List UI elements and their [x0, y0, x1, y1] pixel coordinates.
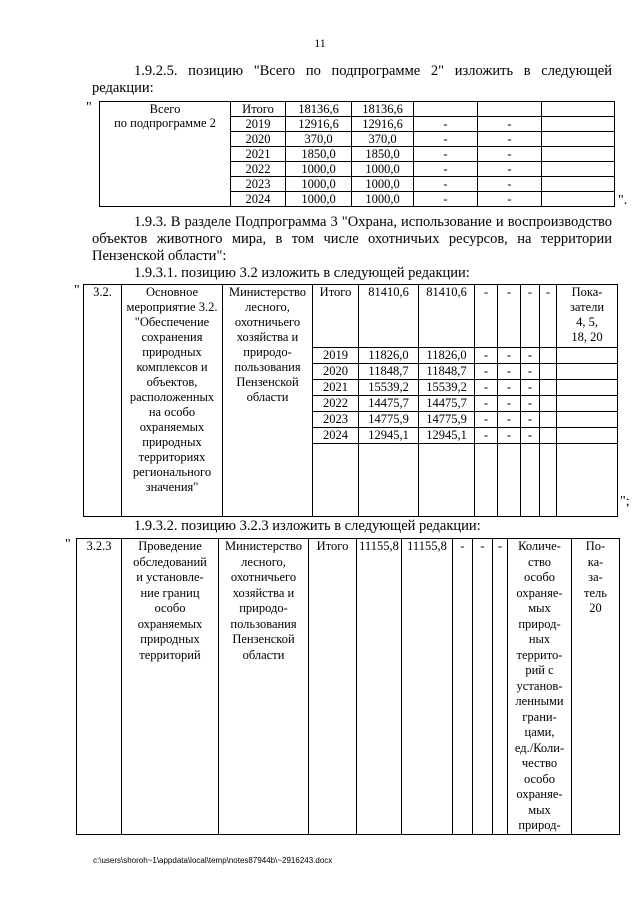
amount-cell: 1000,0: [352, 162, 414, 177]
name-line: расположенных: [129, 390, 215, 404]
section-193-line3: Пензенской области":: [92, 248, 227, 264]
name-line: обследований: [133, 554, 207, 569]
dash-cell: [478, 102, 542, 117]
empty-cell: [542, 162, 615, 177]
dash-cell: -: [498, 348, 521, 364]
executor-cell: [219, 539, 309, 835]
dash-cell: -: [473, 539, 493, 835]
year-cell: Итого: [313, 285, 359, 348]
executor-line: области: [242, 647, 285, 662]
dash-cell: -: [478, 132, 542, 147]
executor-line: охотничьего: [230, 570, 297, 584]
measure-line: охраняе-: [516, 787, 563, 801]
name-line: территориях: [138, 450, 206, 464]
year-cell: 2024: [313, 428, 359, 444]
empty-cell: [313, 444, 359, 517]
amount-cell: 11826,0: [359, 348, 419, 364]
executor-line: области: [246, 390, 289, 404]
indicator-line: Пока-: [571, 285, 603, 299]
executor-line: природо-: [239, 601, 288, 615]
amount-cell: 15539,2: [419, 380, 475, 396]
indicator-line: 18, 20: [571, 330, 603, 344]
dash-cell: -: [478, 162, 542, 177]
item-1925-line1: 1.9.2.5. позицию "Всего по подпрограмме 2" изложить в следующей: [134, 63, 612, 79]
executor-line: лесного,: [241, 554, 286, 569]
year-cell: 2022: [313, 396, 359, 412]
indicator-line: ка-: [587, 554, 604, 569]
amount-cell: 370,0: [286, 132, 352, 147]
position-number-cell: 3.2.: [84, 285, 122, 517]
item-1925-close-quote: ".: [618, 193, 628, 208]
amount-cell: 12945,1: [359, 428, 419, 444]
executor-line: хозяйства и: [236, 330, 299, 344]
dash-cell: -: [475, 380, 498, 396]
year-cell: 2020: [231, 132, 286, 147]
dash-cell: -: [414, 117, 478, 132]
empty-cell: [557, 444, 618, 517]
measure-line: террито-: [516, 647, 563, 662]
name-line: особо: [154, 601, 186, 615]
table-subprogram-2-total: [99, 101, 615, 207]
item-19331-heading: 1.9.3.1. позицию 3.2 изложить в следующей редакции:: [134, 265, 470, 281]
measure-line: ед./Коли-: [514, 740, 565, 755]
section-193-line2: объектов животного мира, в том числе охотничьих ресурсов, на территории: [92, 231, 612, 247]
amount-cell: 11155,8: [402, 539, 453, 835]
amount-cell: 1000,0: [286, 177, 352, 192]
item-19332-open-quote: ": [65, 537, 71, 552]
empty-cell: [540, 428, 557, 444]
name-line: ние границ: [140, 585, 200, 600]
empty-cell: [557, 412, 618, 428]
measure-line: мых: [528, 802, 551, 817]
item-19331-close-quote: ";: [620, 494, 630, 509]
dash-cell: -: [453, 539, 473, 835]
name-line: на особо: [148, 405, 196, 419]
empty-cell: [557, 364, 618, 380]
dash-cell: -: [521, 380, 540, 396]
dash-cell: -: [498, 396, 521, 412]
dash-cell: -: [478, 147, 542, 162]
empty-cell: [542, 132, 615, 147]
empty-cell: [557, 380, 618, 396]
empty-cell: [540, 396, 557, 412]
dash-cell: -: [475, 396, 498, 412]
measure-line: установ-: [516, 678, 563, 693]
measure-line: ство: [527, 554, 552, 569]
indicator-line: за-: [588, 570, 603, 584]
dash-cell: -: [475, 285, 498, 348]
empty-cell: [540, 364, 557, 380]
measure-line: грани-: [522, 709, 557, 724]
amount-cell: 370,0: [352, 132, 414, 147]
dash-cell: -: [475, 364, 498, 380]
name-line: природных: [142, 345, 202, 359]
dash-cell: -: [521, 412, 540, 428]
dash-cell: -: [414, 177, 478, 192]
measure-name-cell: [122, 539, 219, 835]
empty-cell: [540, 412, 557, 428]
table-position-3-2-3: [76, 538, 620, 835]
label-line-2: по подпрограмме 2: [114, 116, 216, 130]
empty-cell: [542, 117, 615, 132]
amount-cell: 81410,6: [359, 285, 419, 348]
indicators-cell: [557, 285, 618, 348]
executor-line: охотничьего: [234, 315, 301, 329]
amount-cell: 11826,0: [419, 348, 475, 364]
label-line-1: Всего: [149, 102, 181, 116]
measure-line: Количе-: [518, 539, 561, 553]
amount-cell: 14775,9: [359, 412, 419, 428]
amount-cell: 11155,8: [357, 539, 402, 835]
amount-cell: 14775,9: [419, 412, 475, 428]
amount-cell: 1000,0: [286, 162, 352, 177]
indicator-cell: [572, 539, 620, 835]
amount-cell: 11848,7: [359, 364, 419, 380]
dash-cell: -: [521, 348, 540, 364]
name-line: Основное: [145, 285, 199, 299]
table-position-3-2: [83, 284, 618, 517]
dash-cell: -: [521, 396, 540, 412]
executor-line: природо-: [243, 345, 292, 359]
empty-cell: [542, 102, 615, 117]
empty-cell: [542, 192, 615, 207]
amount-cell: 1000,0: [352, 177, 414, 192]
dash-cell: -: [498, 428, 521, 444]
empty-cell: [475, 444, 498, 517]
position-number-cell: 3.2.3: [77, 539, 122, 835]
dash-cell: -: [521, 428, 540, 444]
executor-line: Пензенской: [236, 375, 299, 389]
year-cell: 2023: [313, 412, 359, 428]
empty-cell: [540, 348, 557, 364]
year-cell: 2021: [231, 147, 286, 162]
amount-cell: 1000,0: [352, 192, 414, 207]
measure-line: рий с: [525, 663, 554, 677]
measure-line: чество: [521, 756, 558, 770]
dash-cell: -: [493, 539, 508, 835]
dash-cell: -: [498, 412, 521, 428]
empty-cell: [419, 444, 475, 517]
name-line: и установле-: [136, 570, 204, 584]
dash-cell: -: [475, 428, 498, 444]
year-cell: 2021: [313, 380, 359, 396]
section-193-line1: 1.9.3. В разделе Подпрограмма 3 "Охрана, использование и воспроизводство: [134, 214, 612, 230]
dash-cell: -: [414, 192, 478, 207]
item-19332-heading: 1.9.3.2. позицию 3.2.3 изложить в следующей редакции:: [134, 518, 481, 534]
dash-cell: [414, 102, 478, 117]
executor-line: Министерство: [224, 539, 303, 553]
name-line: объектов,: [146, 375, 198, 389]
dash-cell: -: [498, 380, 521, 396]
amount-cell: 12916,6: [352, 117, 414, 132]
subprogram-label-cell: [100, 102, 231, 207]
dash-cell: -: [478, 177, 542, 192]
executor-line: Пензенской: [232, 632, 295, 646]
amount-cell: 1850,0: [286, 147, 352, 162]
name-line: территорий: [139, 647, 201, 662]
amount-cell: 1000,0: [286, 192, 352, 207]
name-line: "Обеспечение: [134, 315, 210, 329]
executor-line: пользования: [230, 616, 297, 631]
dash-cell: -: [498, 364, 521, 380]
year-cell: 2023: [231, 177, 286, 192]
amount-cell: 12916,6: [286, 117, 352, 132]
measure-line: особо: [524, 771, 555, 786]
table-row: [84, 285, 618, 348]
amount-cell: 18136,6: [352, 102, 414, 117]
measure-line: ных: [528, 632, 551, 646]
amount-cell: 14475,7: [359, 396, 419, 412]
footer-file-path: c:\users\shoroh~1\appdata\local\temp\notes87944b\~2916243.docx: [93, 856, 333, 865]
executor-line: лесного,: [245, 300, 290, 314]
name-line: сохранения: [141, 330, 203, 344]
executor-line: хозяйства и: [232, 585, 295, 600]
measure-line: особо: [524, 570, 555, 584]
dash-cell: -: [521, 364, 540, 380]
amount-cell: 18136,6: [286, 102, 352, 117]
result-measure-cell: [508, 539, 572, 835]
name-line: Проведение: [138, 539, 202, 553]
dash-cell: -: [414, 147, 478, 162]
dash-cell: -: [478, 117, 542, 132]
empty-cell: [540, 380, 557, 396]
year-cell: 2022: [231, 162, 286, 177]
name-line: комплексов и: [136, 360, 208, 374]
dash-cell: -: [540, 285, 557, 348]
empty-cell: [542, 177, 615, 192]
year-cell: 2019: [231, 117, 286, 132]
empty-cell: [557, 396, 618, 412]
year-cell: Итого: [309, 539, 357, 835]
dash-cell: -: [521, 285, 540, 348]
dash-cell: -: [478, 192, 542, 207]
executor-line: Министерство: [228, 285, 307, 299]
empty-cell: [498, 444, 521, 517]
empty-cell: [540, 444, 557, 517]
indicator-line: По-: [585, 539, 606, 553]
dash-cell: -: [475, 348, 498, 364]
empty-cell: [521, 444, 540, 517]
measure-name-cell: [122, 285, 223, 517]
empty-cell: [557, 348, 618, 364]
amount-cell: 11848,7: [419, 364, 475, 380]
indicator-line: затели: [569, 300, 605, 314]
measure-line: цами,: [524, 725, 555, 739]
measure-line: мых: [528, 601, 551, 615]
amount-cell: 12945,1: [419, 428, 475, 444]
measure-line: ленными: [515, 694, 564, 708]
page-number: 11: [314, 36, 326, 50]
executor-cell: [223, 285, 313, 517]
executor-line: пользования: [234, 360, 301, 374]
dash-cell: -: [414, 162, 478, 177]
measure-line: природ-: [518, 818, 561, 832]
amount-cell: 15539,2: [359, 380, 419, 396]
indicator-line: 20: [589, 601, 602, 615]
year-cell: 2020: [313, 364, 359, 380]
amount-cell: 81410,6: [419, 285, 475, 348]
dash-cell: -: [475, 412, 498, 428]
indicator-line: тель: [584, 585, 607, 600]
table-row: [100, 102, 615, 117]
name-line: значения": [145, 480, 199, 494]
measure-line: охраняе-: [516, 585, 563, 600]
dash-cell: -: [498, 285, 521, 348]
name-line: регионального: [132, 465, 212, 479]
year-cell: 2024: [231, 192, 286, 207]
name-line: охраняемых: [137, 616, 203, 631]
item-19331-open-quote: ": [74, 283, 80, 298]
name-line: охраняемых: [139, 420, 205, 434]
year-cell: 2019: [313, 348, 359, 364]
empty-cell: [359, 444, 419, 517]
item-1925-line2: редакции:: [92, 80, 154, 96]
indicator-line: 4, 5,: [576, 315, 598, 329]
dash-cell: -: [414, 132, 478, 147]
amount-cell: 14475,7: [419, 396, 475, 412]
name-line: мероприятие 3.2.: [126, 300, 218, 314]
measure-line: природ-: [518, 616, 561, 631]
year-cell: Итого: [231, 102, 286, 117]
name-line: природных: [140, 632, 200, 646]
empty-cell: [557, 428, 618, 444]
name-line: природных: [142, 435, 202, 449]
amount-cell: 1850,0: [352, 147, 414, 162]
empty-cell: [542, 147, 615, 162]
table-row: [77, 539, 620, 835]
item-1925-open-quote: ": [86, 100, 92, 115]
